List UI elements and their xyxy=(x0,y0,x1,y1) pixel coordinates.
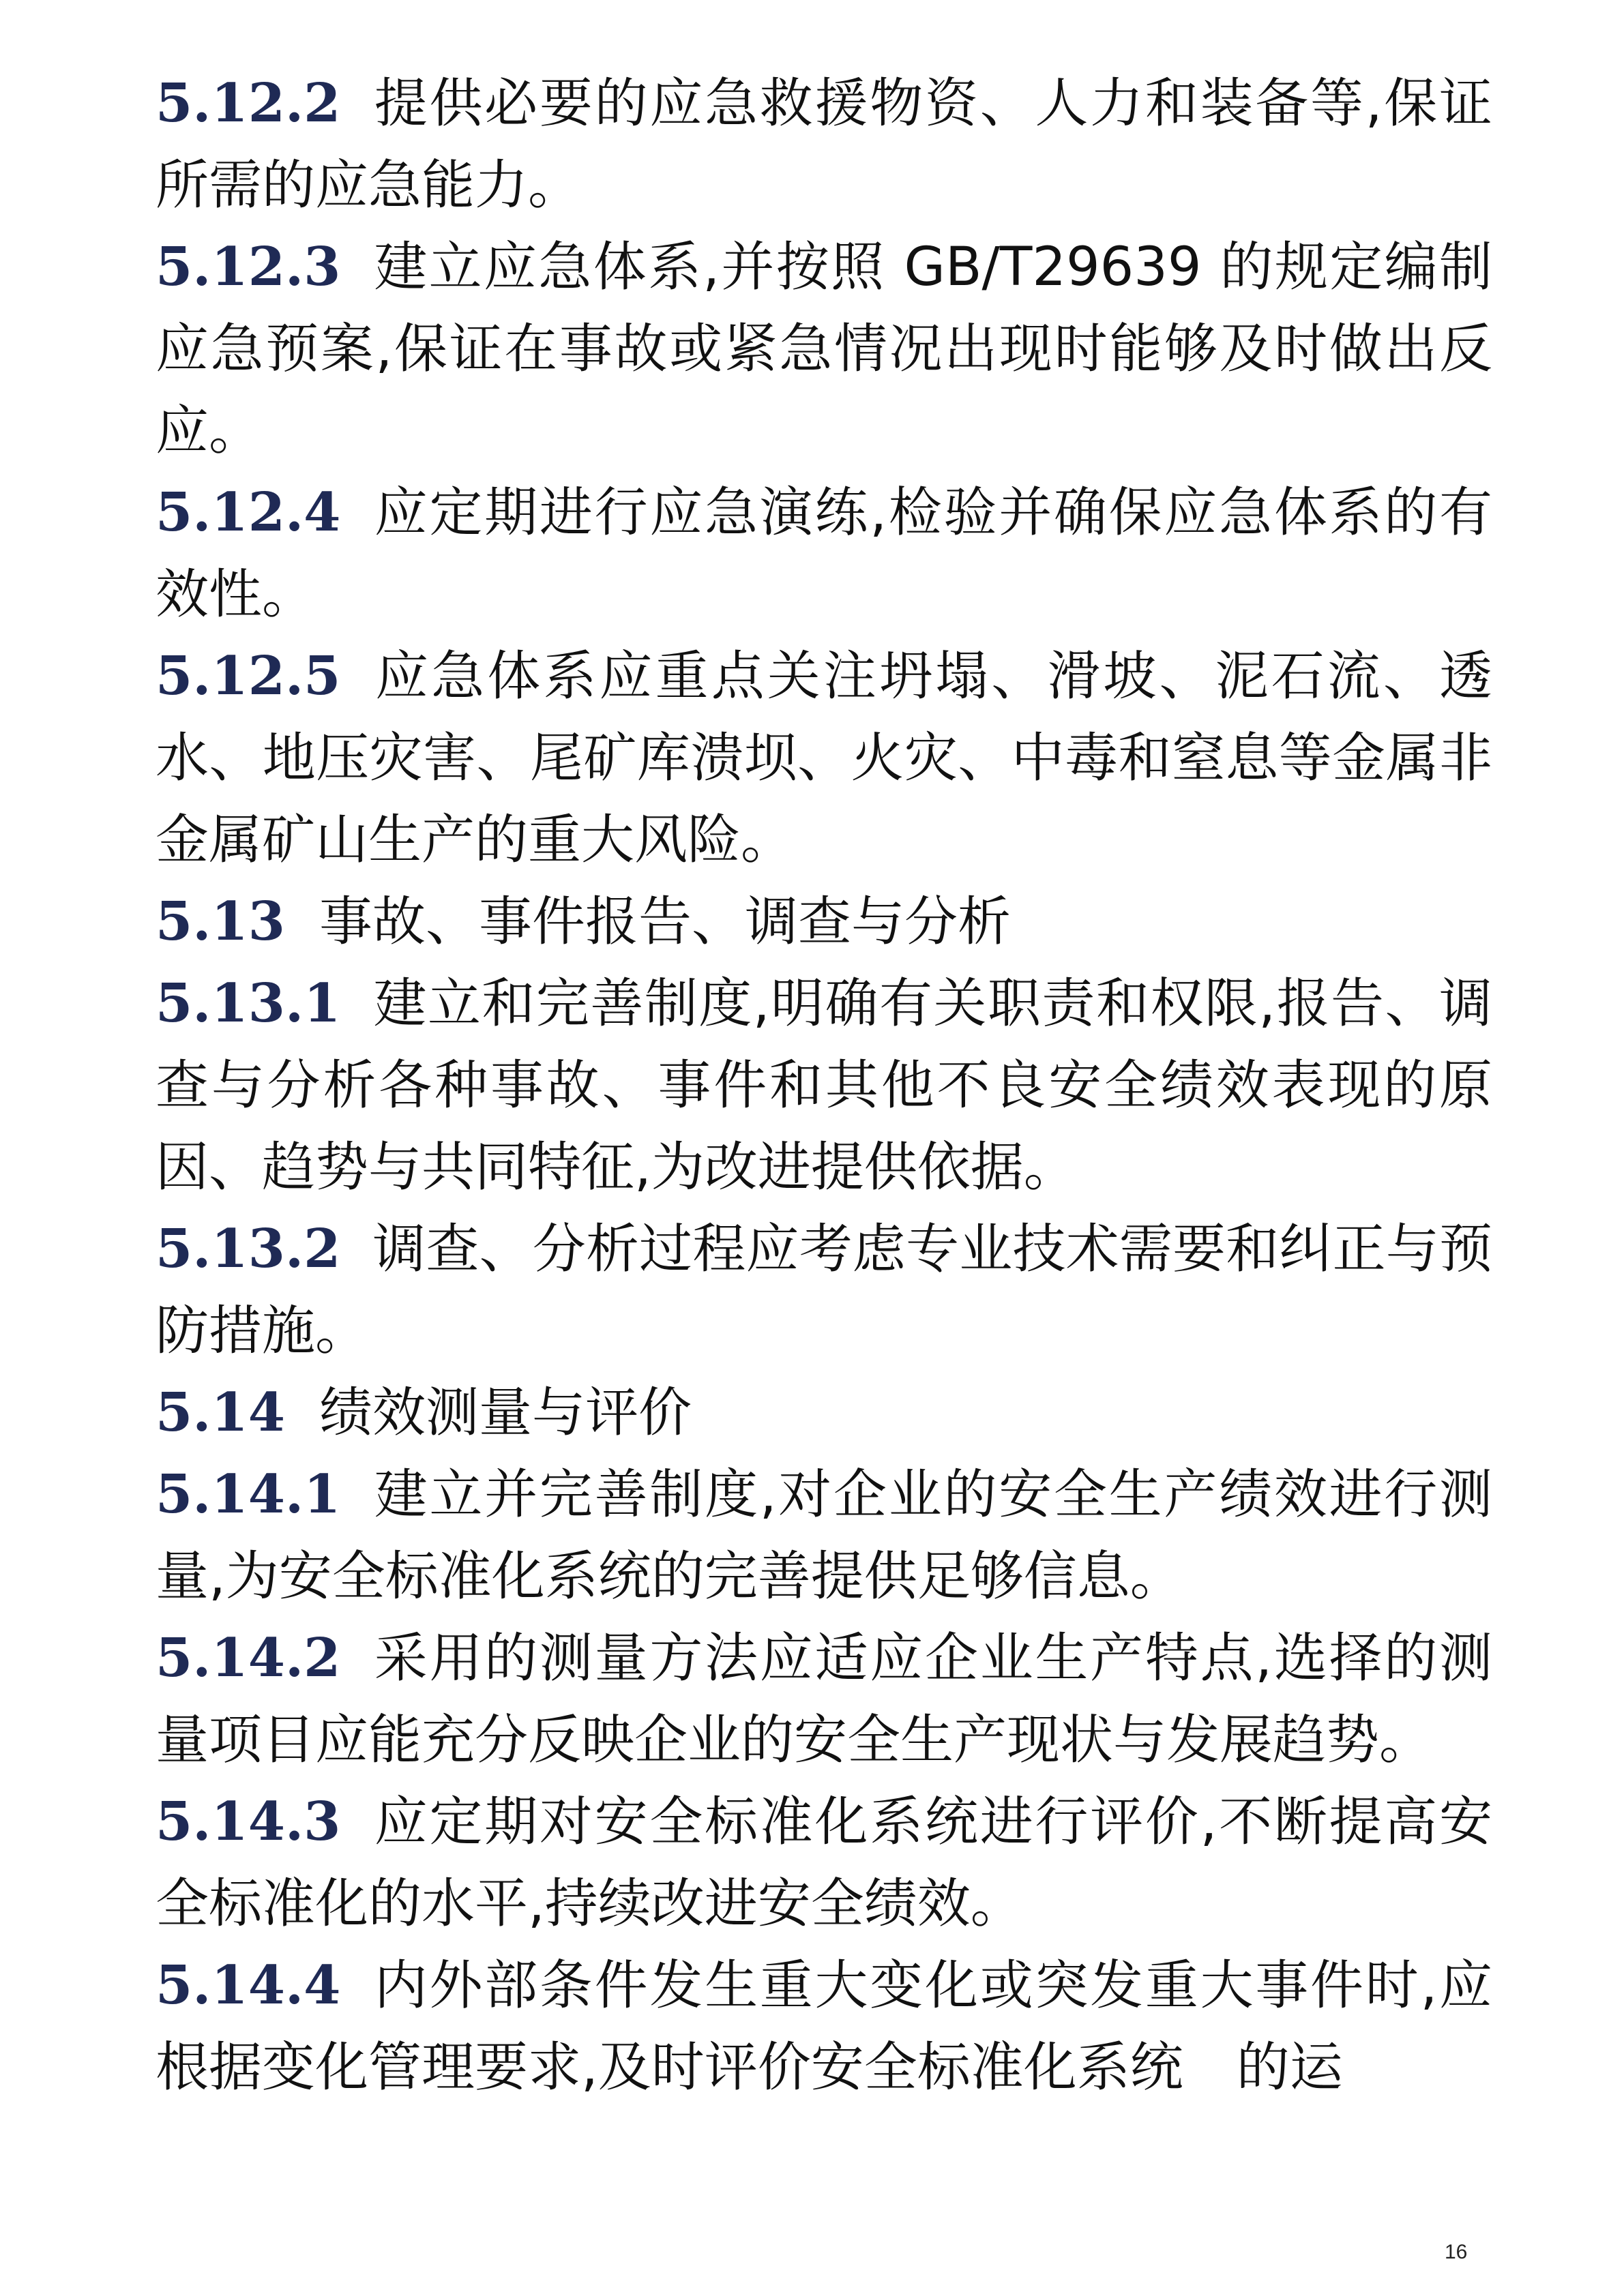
clause-text: 提供必要的应急救援物资、人力和装备等,保证所需的应急能力。 xyxy=(156,73,1492,216)
clause-number: 5.14.1 xyxy=(156,1463,341,1525)
clause-number: 5.13.2 xyxy=(156,1218,341,1280)
clause-number: 5.14.4 xyxy=(156,1954,341,2016)
clause-number: 5.14.2 xyxy=(156,1627,341,1689)
clause-text: 应定期进行应急演练,检验并确保应急体系的有效性。 xyxy=(156,482,1492,625)
clause-number: 5.14.3 xyxy=(156,1791,341,1853)
section-title: 事故、事件报告、调查与分析 xyxy=(319,891,1012,953)
clause-5-14-4 xyxy=(156,1945,1492,2108)
clause-text: 建立并完善制度,对企业的安全生产绩效进行测量,为安全标准化系统的完善提供足够信息。 xyxy=(156,1464,1492,1607)
section-number: 5.13 xyxy=(156,891,285,953)
clause-text: 建立应急体系,并按照 GB/T29639 的规定编制应急预案,保证在事故或紧急情况出现时能够及时做出反应。 xyxy=(156,237,1492,462)
clause-5-14-2 xyxy=(156,1617,1492,1781)
clause-text: 应定期对安全标准化系统进行评价,不断提高安全标准化的水平,持续改进安全绩效。 xyxy=(156,1791,1492,1935)
clause-5-12-4 xyxy=(156,472,1492,636)
clause-number: 5.12.5 xyxy=(156,645,341,707)
clause-5-12-3 xyxy=(156,226,1492,472)
clause-text: 调查、分析过程应考虑专业技术需要和纠正与预防措施。 xyxy=(156,1219,1492,1362)
clause-5-14-3 xyxy=(156,1781,1492,1945)
clause-text: 内外部条件发生重大变化或突发重大事件时,应根据变化管理要求,及时评价安全标准化系统 的运 xyxy=(156,1955,1492,2098)
clause-text: 应急体系应重点关注坍塌、滑坡、泥石流、透水、地压灾害、尾矿库溃坝、火灾、中毒和窒息等金属非金属矿山生产的重大风险。 xyxy=(156,646,1492,871)
clause-5-13-1 xyxy=(156,963,1492,1208)
clause-5-12-2 xyxy=(156,63,1492,226)
clause-number: 5.12.4 xyxy=(156,481,341,543)
clause-5-13-2 xyxy=(156,1208,1492,1372)
clause-text: 采用的测量方法应适应企业生产特点,选择的测量项目应能充分反映企业的安全生产现状与发展趋势。 xyxy=(156,1628,1492,1771)
section-5-13-heading xyxy=(156,881,1492,963)
section-number: 5.14 xyxy=(156,1382,285,1444)
clause-5-12-5 xyxy=(156,636,1492,881)
clause-number: 5.12.3 xyxy=(156,236,341,298)
section-title: 绩效测量与评价 xyxy=(319,1382,692,1444)
page-number: 16 xyxy=(1445,2241,1468,2263)
document-body xyxy=(156,63,1492,2108)
clause-number: 5.13.1 xyxy=(156,972,341,1034)
clause-text: 建立和完善制度,明确有关职责和权限,报告、调查与分析各种事故、事件和其他不良安全绩效表现的原因、趋势与共同特征,为改进提供依据。 xyxy=(156,973,1492,1198)
clause-5-14-1 xyxy=(156,1454,1492,1617)
clause-number: 5.12.2 xyxy=(156,72,341,134)
section-5-14-heading xyxy=(156,1372,1492,1454)
